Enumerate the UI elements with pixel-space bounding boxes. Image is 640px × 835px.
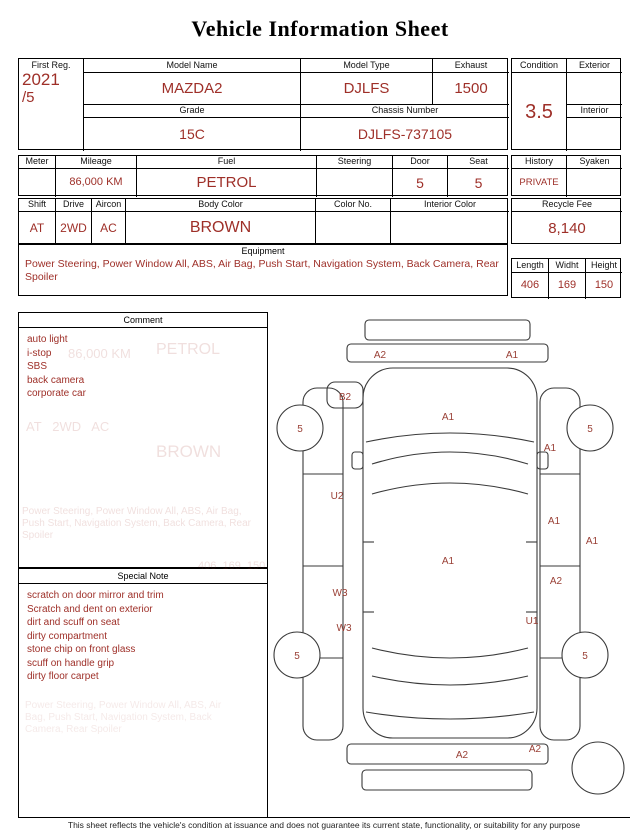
damage-label: A1 bbox=[505, 350, 519, 361]
wheel-label: 5 bbox=[587, 424, 593, 435]
special-note-line: dirty compartment bbox=[27, 630, 108, 642]
color-no-value-cell bbox=[316, 212, 391, 245]
car-body-shape bbox=[363, 368, 537, 738]
damage-label: A1 bbox=[441, 412, 455, 423]
damage-label: W3 bbox=[336, 623, 352, 634]
mileage-value: 86,000 KM bbox=[56, 169, 137, 197]
footer-divider bbox=[18, 817, 630, 818]
model-name-value: MAZDA2 bbox=[84, 73, 301, 105]
damage-label: U2 bbox=[330, 491, 344, 502]
seat-value: 5 bbox=[474, 174, 483, 191]
history-table bbox=[511, 155, 621, 196]
height-value: 150 bbox=[594, 279, 614, 292]
shift-value: AT bbox=[19, 212, 56, 245]
drive-value: 2WD bbox=[56, 212, 92, 245]
damage-label: A2 bbox=[373, 350, 387, 361]
equipment-label: Equipment bbox=[241, 246, 285, 256]
damage-label: U1 bbox=[525, 616, 539, 627]
rear-lower-bumper-shape bbox=[362, 770, 532, 790]
door-label: Door bbox=[393, 156, 448, 169]
wheel-label: 5 bbox=[294, 651, 300, 662]
fuel-value: PETROL bbox=[137, 169, 317, 197]
condition-table bbox=[511, 58, 621, 150]
history-label: History bbox=[512, 156, 567, 169]
shift-label: Shift bbox=[19, 199, 56, 212]
history-value: PRIVATE bbox=[512, 169, 567, 197]
mileage-table bbox=[18, 155, 508, 196]
height-label: Height bbox=[586, 259, 622, 273]
steering-value-cell bbox=[317, 169, 393, 197]
width-value: 169 bbox=[549, 273, 586, 299]
special-note-line: dirty floor carpet bbox=[27, 671, 99, 682]
width-label: Widht bbox=[549, 259, 586, 273]
aircon-value: AC bbox=[92, 212, 126, 245]
interior-color-label: Interior Color bbox=[391, 199, 509, 212]
special-note-line: scratch on door mirror and trim bbox=[27, 590, 164, 601]
exterior-label: Exterior bbox=[567, 59, 622, 73]
color-no-label: Color No. bbox=[316, 199, 391, 212]
front-grille-shape bbox=[365, 320, 530, 340]
condition-value: 3.5 bbox=[512, 73, 567, 151]
damage-label: A1 bbox=[543, 443, 557, 454]
syaken-label: Syaken bbox=[567, 156, 622, 169]
fuel-label: Fuel bbox=[137, 156, 317, 169]
grade-label: Grade bbox=[84, 105, 301, 118]
left-mirror-shape bbox=[352, 452, 363, 469]
recycle-fee-label: Recycle Fee bbox=[512, 199, 622, 212]
chassis-number-value: DJLFS-737105 bbox=[357, 126, 453, 143]
right-mirror-shape bbox=[537, 452, 548, 469]
damage-label: A1 bbox=[585, 536, 599, 547]
comment-line: i-stop bbox=[27, 347, 52, 359]
aircon-label: Aircon bbox=[92, 199, 126, 212]
body-color-label: Body Color bbox=[126, 199, 316, 212]
interior-value-cell bbox=[567, 118, 622, 151]
model-type-value: DJLFS bbox=[301, 73, 433, 105]
equipment-box bbox=[18, 244, 508, 296]
model-name-label: Model Name bbox=[84, 59, 301, 73]
meter-label: Meter bbox=[19, 156, 56, 169]
spare-tire-shape bbox=[572, 742, 624, 794]
chassis-number-label: Chassis Number bbox=[301, 105, 509, 118]
comment-line: SBS bbox=[27, 361, 48, 372]
condition-label: Condition bbox=[512, 59, 567, 73]
damage-label: B2 bbox=[338, 392, 352, 403]
recycle-fee-table bbox=[511, 198, 621, 244]
first-reg-cell bbox=[19, 59, 84, 151]
seat-label: Seat bbox=[448, 156, 509, 169]
comment-line: corporate car bbox=[27, 388, 86, 399]
model-type-label: Model Type bbox=[301, 59, 433, 73]
damage-label: A2 bbox=[528, 744, 542, 755]
special-note-box bbox=[18, 568, 268, 818]
steering-label: Steering bbox=[317, 156, 393, 169]
rear-bumper-shape bbox=[347, 744, 548, 764]
drive-label: Drive bbox=[56, 199, 92, 212]
recycle-fee-value: 8,140 bbox=[548, 219, 586, 237]
meter-value-cell bbox=[19, 169, 56, 197]
special-note-line: scuff on handle grip bbox=[27, 657, 115, 669]
damage-label: A1 bbox=[441, 556, 455, 567]
syaken-value-cell bbox=[567, 169, 622, 197]
first-reg-year: 2021 bbox=[22, 70, 60, 90]
special-note-line: Scratch and dent on exterior bbox=[27, 603, 153, 615]
special-note-line: stone chip on front glass bbox=[27, 644, 136, 655]
wheel-label: 5 bbox=[582, 651, 588, 662]
length-value: 406 bbox=[512, 273, 549, 299]
length-label: Length bbox=[512, 259, 549, 273]
comment-box bbox=[18, 312, 268, 568]
equipment-value: Power Steering, Power Window All, ABS, Air Bag, Push Start, Navigation System, Back Camera, Rear Spoiler bbox=[25, 258, 499, 283]
special-note-line: dirt and scuff on seat bbox=[27, 617, 120, 628]
model-table bbox=[18, 58, 508, 150]
grade-value: 15C bbox=[84, 118, 301, 151]
dimensions-table bbox=[511, 258, 621, 298]
damage-label: A2 bbox=[455, 750, 469, 761]
damage-label: A2 bbox=[549, 576, 563, 587]
car-damage-diagram bbox=[270, 312, 630, 820]
footer-disclaimer: This sheet reflects the vehicle's condition at issuance and does not guarantee its current state, functionality, or suitability for any purpose bbox=[67, 820, 581, 830]
special-note-lines bbox=[19, 584, 267, 689]
comment-line: back camera bbox=[27, 374, 85, 386]
exhaust-value: 1500 bbox=[433, 73, 509, 105]
damage-label: W3 bbox=[332, 588, 348, 599]
mileage-label: Mileage bbox=[56, 156, 137, 169]
wheel-label: 5 bbox=[297, 424, 303, 435]
first-reg-month: /5 bbox=[22, 89, 35, 107]
damage-label: A1 bbox=[547, 516, 561, 527]
interior-label: Interior bbox=[567, 105, 622, 118]
drivetrain-table bbox=[18, 198, 508, 244]
comment-lines bbox=[19, 328, 267, 406]
exterior-value-cell bbox=[567, 73, 622, 105]
body-color-value: BROWN bbox=[126, 212, 316, 245]
comment-line: auto light bbox=[27, 334, 68, 345]
page-title: Vehicle Information Sheet bbox=[191, 16, 449, 41]
special-note-label: Special Note bbox=[19, 569, 267, 584]
exhaust-label: Exhaust bbox=[433, 59, 509, 73]
interior-color-value-cell bbox=[391, 212, 509, 245]
first-reg-label: First Reg. bbox=[31, 60, 71, 70]
door-value: 5 bbox=[393, 169, 448, 197]
comment-label: Comment bbox=[19, 313, 267, 328]
